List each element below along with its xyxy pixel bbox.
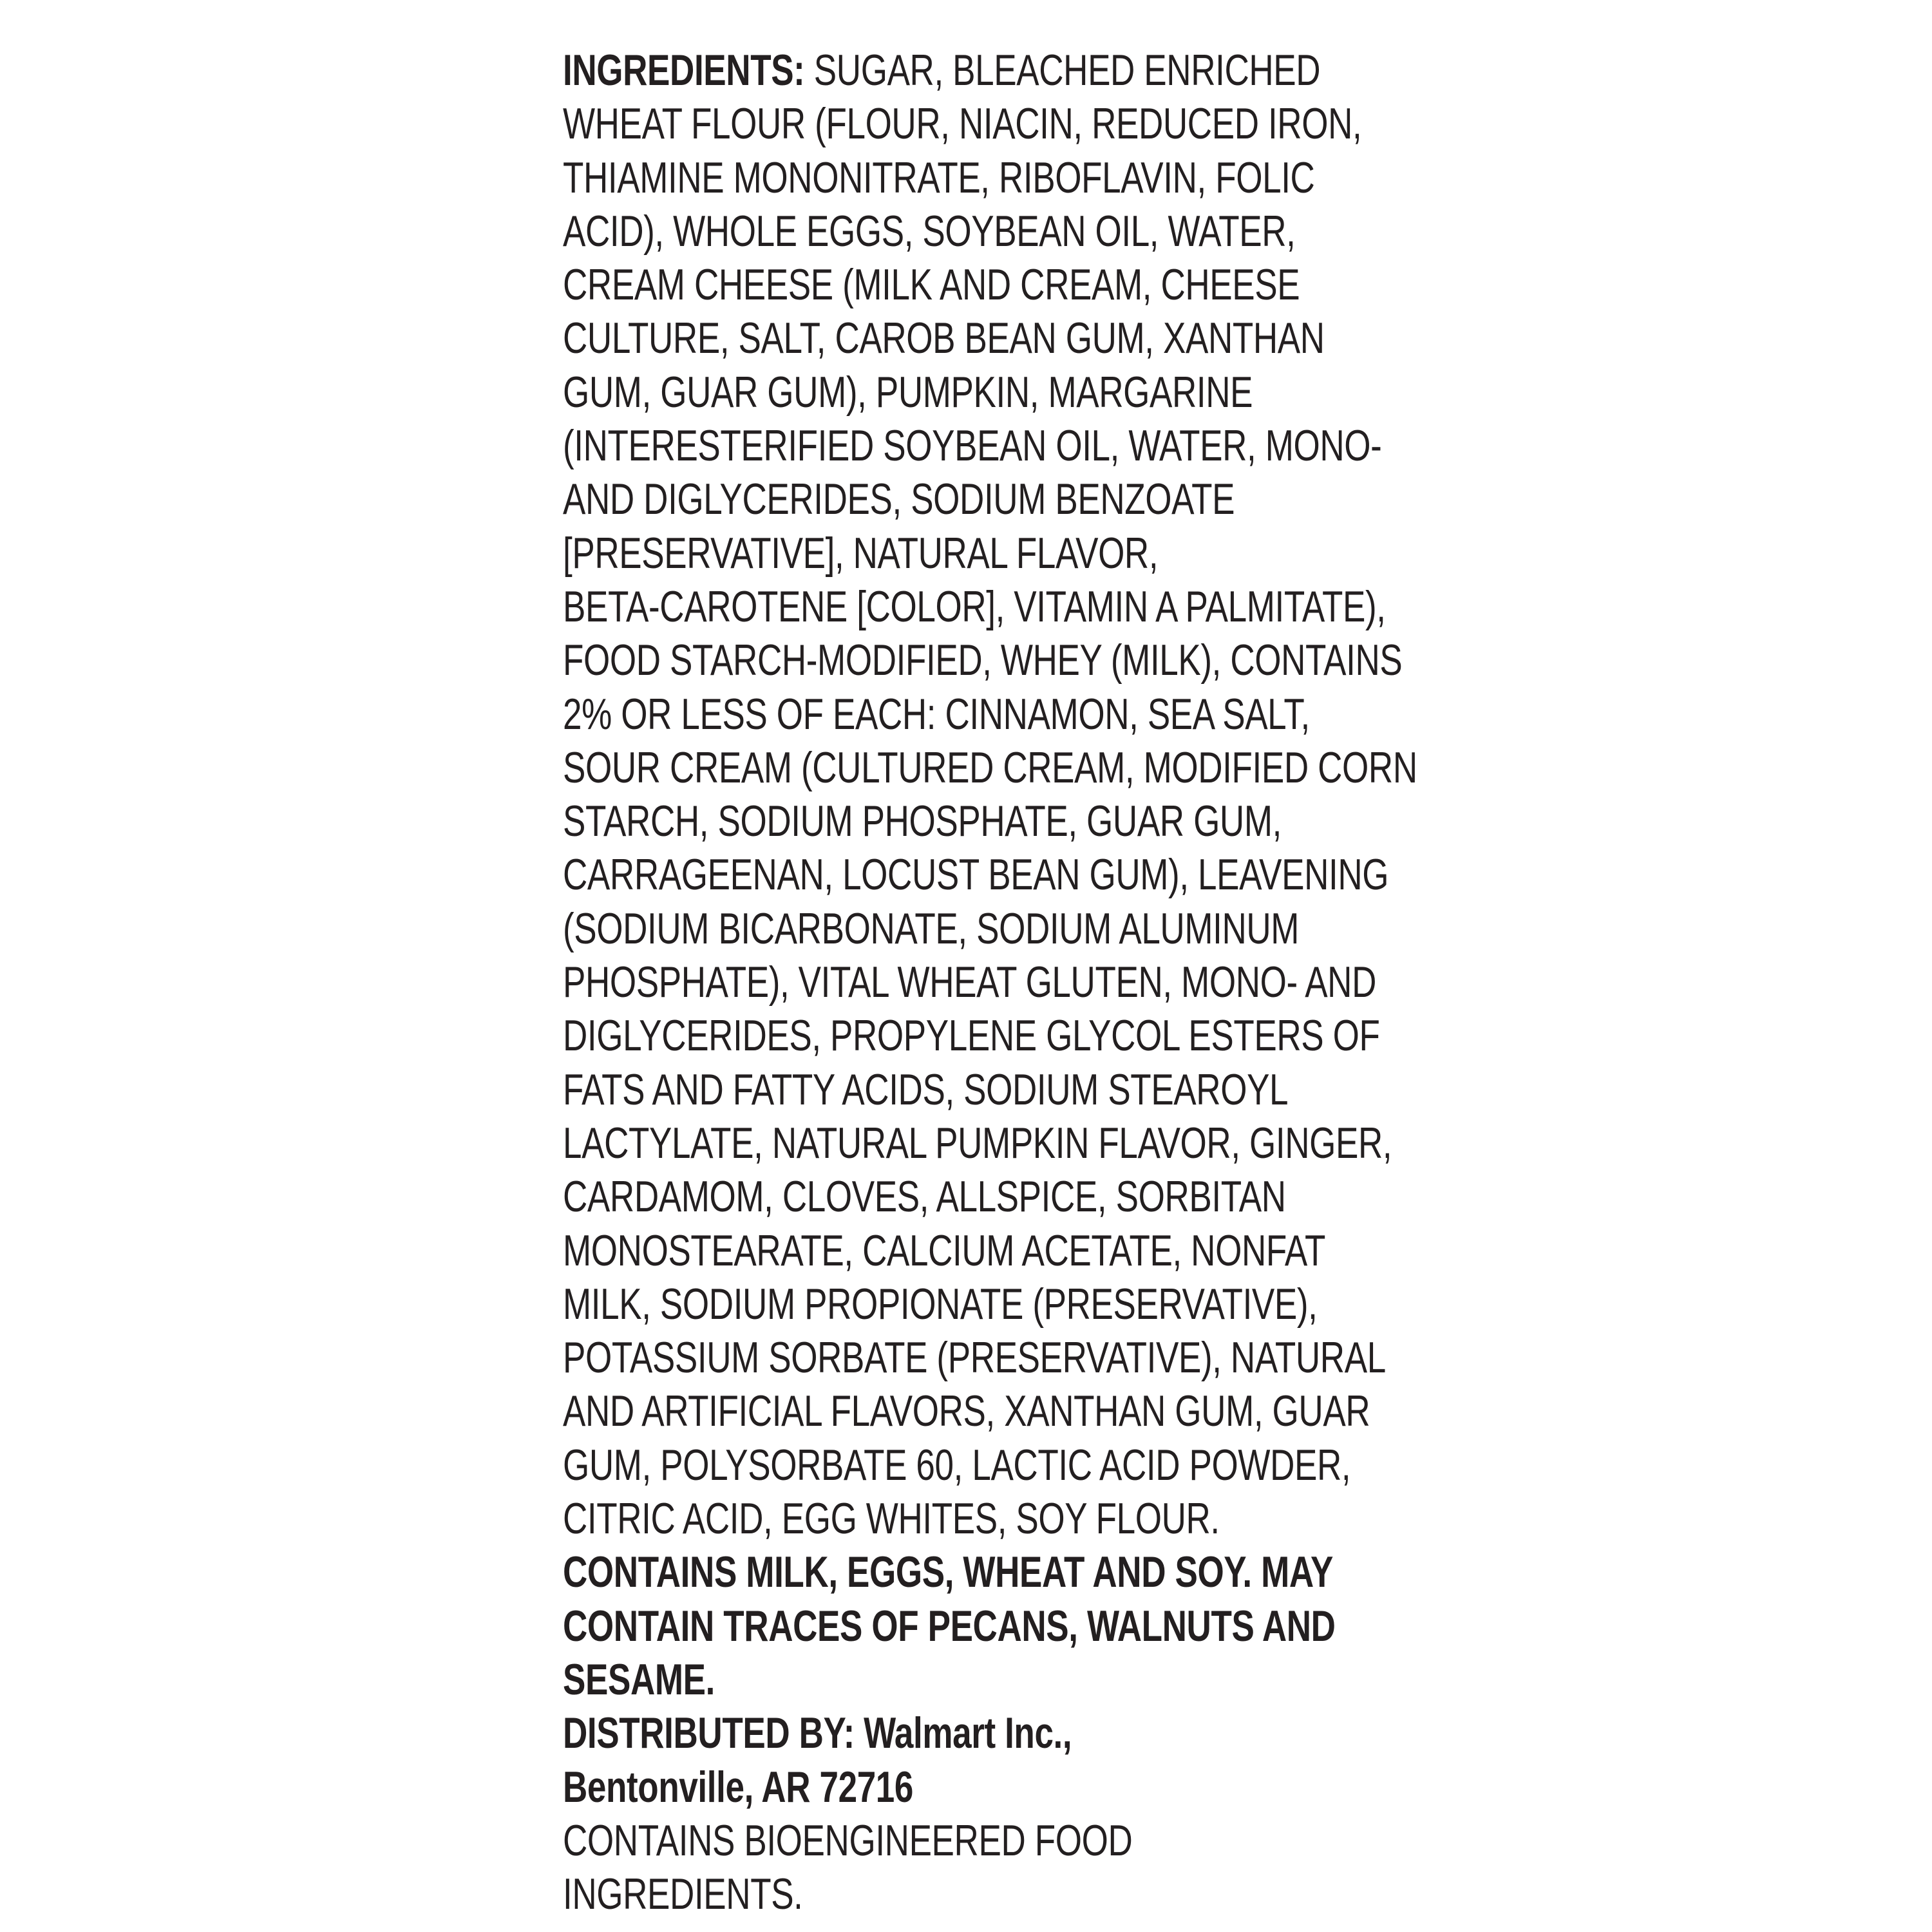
ingredients-line: SOUR CREAM (CULTURED CREAM, MODIFIED CORN bbox=[563, 743, 1417, 792]
ingredients-line: [PRESERVATIVE], NATURAL FLAVOR, bbox=[563, 528, 1159, 578]
ingredients-line: GUM, GUAR GUM), PUMPKIN, MARGARINE bbox=[563, 367, 1253, 417]
ingredients-line: (INTERESTERIFIED SOYBEAN OIL, WATER, MONO- bbox=[563, 421, 1382, 471]
ingredients-line: MILK, SODIUM PROPIONATE (PRESERVATIVE), bbox=[563, 1279, 1318, 1329]
ingredients-line: PHOSPHATE), VITAL WHEAT GLUTEN, MONO- AND bbox=[563, 958, 1377, 1007]
ingredients-line: MONOSTEARATE, CALCIUM ACETATE, NONFAT bbox=[563, 1226, 1326, 1275]
ingredients-line: WHEAT FLOUR (FLOUR, NIACIN, REDUCED IRON, bbox=[563, 99, 1362, 149]
bioengineered-disclosure: CONTAINS BIOENGINEERED FOOD bbox=[563, 1815, 1133, 1865]
ingredient-label bbox=[563, 44, 1593, 1921]
ingredients-line: CARDAMOM, CLOVES, ALLSPICE, SORBITAN bbox=[563, 1172, 1286, 1222]
ingredients-line: DIGLYCERIDES, PROPYLENE GLYCOL ESTERS OF bbox=[563, 1011, 1380, 1061]
ingredients-line: CARRAGEENAN, LOCUST BEAN GUM), LEAVENING bbox=[563, 850, 1389, 900]
ingredients-line: CULTURE, SALT, CAROB BEAN GUM, XANTHAN bbox=[563, 314, 1325, 363]
allergen-statement: CONTAINS MILK, EGGS, WHEAT AND SOY. MAY bbox=[563, 1548, 1333, 1597]
ingredients-line: AND DIGLYCERIDES, SODIUM BENZOATE bbox=[563, 475, 1235, 524]
ingredients-line: BETA-CAROTENE [COLOR], VITAMIN A PALMITATE), bbox=[563, 582, 1386, 631]
ingredients-line-1: INGREDIENTS: SUGAR, BLEACHED ENRICHED bbox=[563, 46, 1321, 95]
ingredients-line: (SODIUM BICARBONATE, SODIUM ALUMINUM bbox=[563, 904, 1300, 953]
ingredients-line: 2% OR LESS OF EACH: CINNAMON, SEA SALT, bbox=[563, 689, 1310, 739]
bioengineered-disclosure: INGREDIENTS. bbox=[563, 1870, 803, 1919]
allergen-statement: CONTAIN TRACES OF PECANS, WALNUTS AND bbox=[563, 1601, 1336, 1651]
ingredients-heading: INGREDIENTS: bbox=[563, 46, 805, 95]
ingredients-line: ACID), WHOLE EGGS, SOYBEAN OIL, WATER, bbox=[563, 206, 1296, 256]
ingredients-line: GUM, POLYSORBATE 60, LACTIC ACID POWDER, bbox=[563, 1440, 1351, 1490]
ingredients-line: CREAM CHEESE (MILK AND CREAM, CHEESE bbox=[563, 260, 1300, 310]
allergen-statement: SESAME. bbox=[563, 1654, 715, 1704]
ingredients-line: LACTYLATE, NATURAL PUMPKIN FLAVOR, GINGER, bbox=[563, 1118, 1392, 1168]
ingredients-line: THIAMINE MONONITRATE, RIBOFLAVIN, FOLIC bbox=[563, 153, 1315, 202]
distributor-address: Bentonville, AR 72716 bbox=[563, 1762, 914, 1812]
ingredients-line: FOOD STARCH-MODIFIED, WHEY (MILK), CONTAINS bbox=[563, 636, 1403, 685]
ingredients-line: AND ARTIFICIAL FLAVORS, XANTHAN GUM, GUAR bbox=[563, 1387, 1370, 1436]
distributor-line: DISTRIBUTED BY: Walmart Inc., bbox=[563, 1709, 1072, 1758]
ingredients-line: CITRIC ACID, EGG WHITES, SOY FLOUR. bbox=[563, 1494, 1220, 1544]
ingredients-line: FATS AND FATTY ACIDS, SODIUM STEAROYL bbox=[563, 1065, 1289, 1114]
ingredients-line: STARCH, SODIUM PHOSPHATE, GUAR GUM, bbox=[563, 797, 1282, 846]
ingredients-line: POTASSIUM SORBATE (PRESERVATIVE), NATURAL bbox=[563, 1333, 1386, 1383]
